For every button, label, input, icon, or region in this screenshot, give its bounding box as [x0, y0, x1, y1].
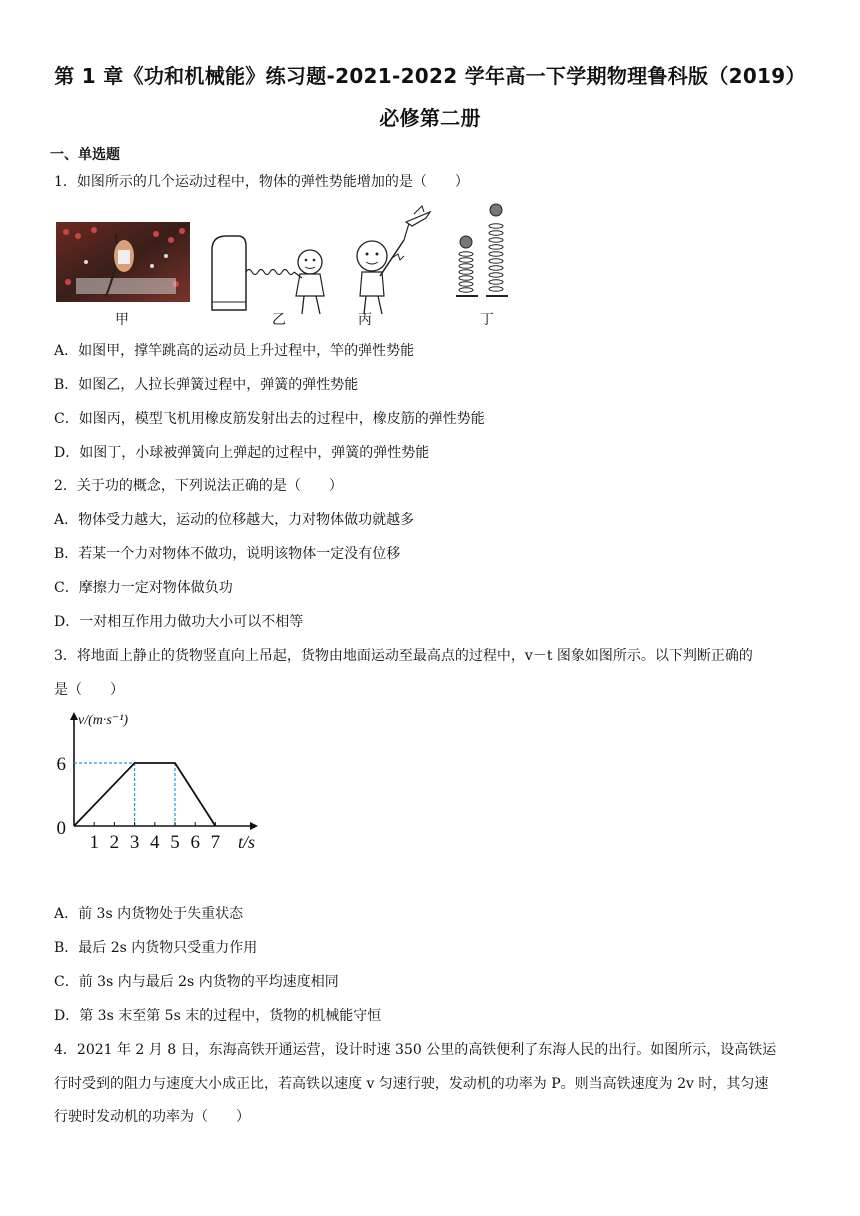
q1-option-c: C．如图丙，模型飞机用橡皮筋发射出去的过程中，橡皮筋的弹性势能 — [54, 411, 485, 427]
q1-option-d: D．如图丁，小球被弹簧向上弹起的过程中，弹簧的弹性势能 — [54, 445, 430, 461]
q3-option-c: C．前 3s 内与最后 2s 内货物的平均速度相同 — [54, 974, 339, 990]
spring-pull-drawing — [204, 210, 334, 320]
y-tick-label-6: 6 — [56, 754, 66, 775]
figure-label-ding: 丁 — [480, 312, 494, 328]
q4-stem-line2: 行时受到的阻力与速度大小成正比，若高铁以速度 v 匀速行驶，发动机的功率为 P。则当高铁速度为 2v 时，其匀速 — [54, 1076, 769, 1092]
y-axis-label: v/(m·s⁻¹) — [78, 713, 129, 728]
document-title-line1: 第 1 章《功和机械能》练习题-2021-2022 学年高一下学期物理鲁科版（2019） — [54, 64, 806, 88]
velocity-line — [74, 763, 215, 826]
q1-option-b: B．如图乙，人拉长弹簧过程中，弹簧的弹性势能 — [54, 377, 359, 393]
figure-label-jia: 甲 — [115, 312, 129, 328]
x-tick-label-3: 3 — [129, 832, 140, 853]
q1-figure — [54, 200, 514, 332]
origin-label: 0 — [56, 818, 66, 839]
q2-option-c: C．摩擦力一定对物体做负功 — [54, 580, 233, 596]
q2-option-a: A．物体受力越大，运动的位移越大，力对物体做功就越多 — [54, 512, 415, 528]
section-heading: 一、单选题 — [50, 147, 120, 163]
springs-balls-drawing — [450, 200, 520, 328]
figure-label-yi: 乙 — [272, 312, 286, 328]
x-axis-label: t/s — [238, 832, 256, 852]
x-tick-label-5: 5 — [170, 832, 180, 853]
q1-stem: 1．如图所示的几个运动过程中，物体的弹性势能增加的是（ ） — [54, 174, 469, 190]
q4-stem-line1: 4．2021 年 2 月 8 日，东海高铁开通运营，设计时速 350 公里的高铁便利了东海人民的出行。如图所示，设高铁运 — [54, 1042, 777, 1058]
model-plane-drawing — [336, 200, 446, 320]
q4-stem-line3: 行驶时发动机的功率为（ ） — [54, 1109, 250, 1125]
x-tick-label-7: 7 — [210, 832, 221, 853]
x-axis-arrow — [250, 822, 258, 830]
x-tick-label-4: 4 — [150, 832, 160, 853]
q3-stem-line2: 是（ ） — [54, 682, 124, 698]
q2-stem: 2．关于功的概念，下列说法正确的是（ ） — [54, 478, 343, 494]
x-tick-label-6: 6 — [190, 832, 200, 853]
q1-option-a: A．如图甲，撑竿跳高的运动员上升过程中，竿的弹性势能 — [54, 343, 415, 359]
q3-stem-line1: 3．将地面上静止的货物竖直向上吊起，货物由地面运动至最高点的过程中，v－t 图象如图所示。以下判断正确的 — [54, 648, 753, 664]
q2-option-b: B．若某一个力对物体不做功，说明该物体一定没有位移 — [54, 546, 401, 562]
x-tick-label-1: 1 — [89, 832, 99, 853]
q3-option-b: B．最后 2s 内货物只受重力作用 — [54, 940, 258, 956]
q2-option-d: D．一对相互作用力做功大小可以不相等 — [54, 614, 304, 630]
x-tick-label-2: 2 — [109, 832, 120, 853]
document-title-line2: 必修第二册 — [379, 106, 481, 130]
vt-chart — [52, 710, 272, 860]
q3-option-d: D．第 3s 末至第 5s 末的过程中，货物的机械能守恒 — [54, 1008, 382, 1024]
figure-label-bing: 丙 — [358, 312, 372, 328]
y-axis-arrow — [70, 712, 78, 720]
q3-option-a: A．前 3s 内货物处于失重状态 — [54, 906, 244, 922]
pole-vault-photo — [56, 222, 190, 302]
